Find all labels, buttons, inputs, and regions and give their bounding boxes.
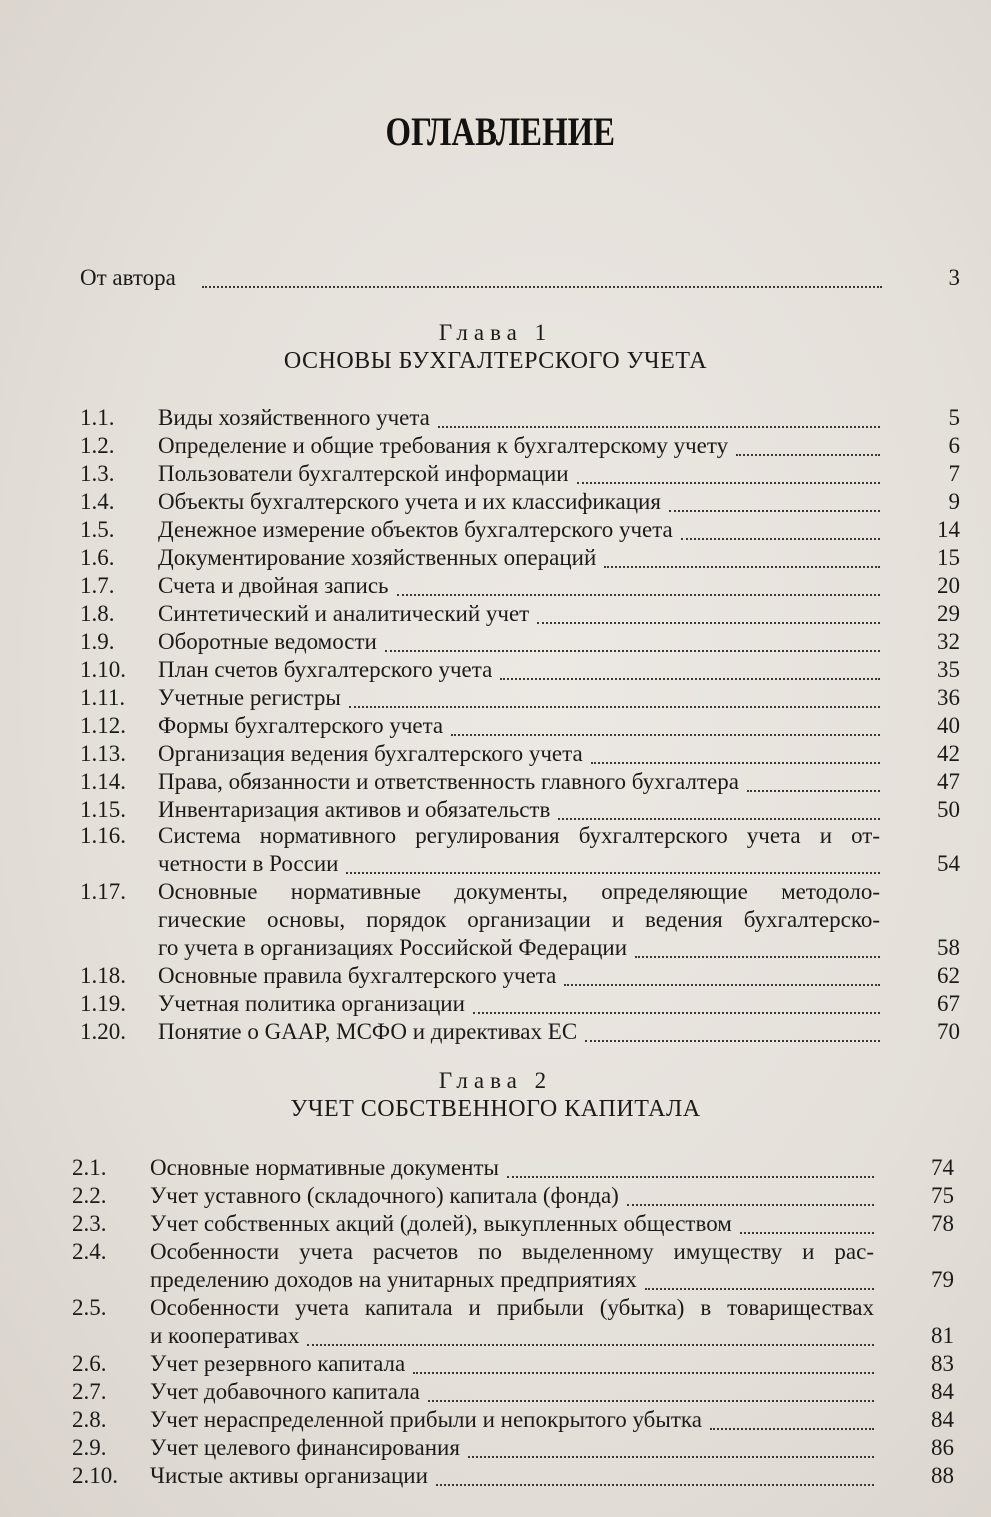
entry-text-line: го учета в организациях Российской Федерации [158, 935, 628, 960]
entry-text-line: Особенности учета расчетов по выделенному имуществу и рас- [150, 1239, 874, 1264]
entry-text: Определение и общие требования к бухгалтерскому учету [158, 433, 729, 458]
page-number: 81 [931, 1323, 954, 1348]
entry-number: 2.1. [72, 1155, 107, 1180]
entry-number: 1.2. [80, 433, 115, 458]
dot-leader [438, 424, 880, 428]
dot-leader [428, 1398, 874, 1402]
dot-leader [451, 732, 880, 736]
page-number: 78 [931, 1211, 954, 1236]
page-number: 70 [937, 1019, 960, 1044]
dot-leader [397, 592, 880, 596]
entry-number: 1.9. [80, 629, 115, 654]
dot-leader [627, 1202, 874, 1206]
entry-text: Денежное измерение объектов бухгалтерского учета [158, 517, 673, 542]
entry-text: Оборотные ведомости [158, 629, 377, 654]
dot-leader [736, 452, 880, 456]
chapter2-label: Глава 2 [438, 1068, 553, 1093]
page-number: 88 [931, 1463, 954, 1488]
entry-text-line: пределению доходов на унитарных предприятиях [150, 1267, 637, 1292]
entry-number: 2.5. [72, 1295, 107, 1320]
entry-text-line: гические основы, порядок организации и ведения бухгалтерско- [158, 907, 880, 932]
dot-leader [473, 1010, 880, 1014]
entry-text: Формы бухгалтерского учета [158, 713, 444, 738]
page-number: 5 [948, 405, 960, 430]
chapter1-label: Глава 1 [438, 320, 553, 345]
entry-number: 2.6. [72, 1351, 107, 1376]
entry-number: 1.8. [80, 601, 115, 626]
chapter2-title: УЧЕТ СОБСТВЕННОГО КАПИТАЛА [290, 1096, 701, 1122]
dot-leader [468, 1454, 874, 1458]
page-number: 84 [931, 1407, 954, 1432]
entry-number: 1.6. [80, 545, 115, 570]
entry-number: 1.12. [80, 713, 126, 738]
entry-text: Учет целевого финансирования [150, 1435, 460, 1460]
entry-number: 2.8. [72, 1407, 107, 1432]
dot-leader [564, 982, 880, 986]
entry-number: 1.20. [80, 1019, 126, 1044]
page-number: 58 [937, 935, 960, 960]
page-number: 32 [937, 629, 960, 654]
dot-leader [346, 870, 880, 874]
entry-text: Учетная политика организации [158, 991, 465, 1016]
dot-leader [747, 788, 880, 792]
entry-text: Счета и двойная запись [158, 573, 389, 598]
entry-number: 2.2. [72, 1183, 107, 1208]
entry-number: 2.10. [72, 1463, 118, 1488]
entry-text: Чистые активы организации [150, 1463, 428, 1488]
entry-number: 1.16. [80, 823, 126, 848]
dot-leader [558, 816, 880, 820]
entry-text: Виды хозяйственного учета [158, 405, 430, 430]
entry-text: Учет добавочного капитала [150, 1379, 420, 1404]
page-number: 79 [931, 1267, 954, 1292]
entry-text: Учет резервного капитала [150, 1351, 406, 1376]
page-number: 40 [937, 713, 960, 738]
page-number: 14 [937, 517, 960, 542]
entry-number: 2.7. [72, 1379, 107, 1404]
entry-text-line: четности в России [158, 851, 339, 876]
dot-leader [645, 1286, 874, 1290]
dot-leader [591, 760, 880, 764]
entry-number: 1.14. [80, 769, 126, 794]
entry-text: Инвентаризация активов и обязательств [158, 797, 551, 822]
entry-text: Права, обязанности и ответственность главного бухгалтера [158, 769, 739, 794]
entry-text-line: Основные нормативные документы, определяющие методоло- [158, 879, 880, 904]
entry-number: 1.19. [80, 991, 126, 1016]
dot-leader [500, 676, 880, 680]
page-number: 7 [948, 461, 960, 486]
page-number: 29 [937, 601, 960, 626]
entry-number: 2.4. [72, 1239, 107, 1264]
entry-number: 1.17. [80, 879, 126, 904]
dot-leader [577, 480, 880, 484]
entry-number: 1.5. [80, 517, 115, 542]
page-number: 84 [931, 1379, 954, 1404]
dot-leader [604, 564, 880, 568]
page-number: 75 [931, 1183, 954, 1208]
entry-text: Пользователи бухгалтерской информации [158, 461, 569, 486]
entry-text: Понятие о GAAP, МСФО и директивах ЕС [158, 1019, 578, 1044]
entry-text: Учет собственных акций (долей), выкупленных обществом [150, 1211, 732, 1236]
entry-number: 1.13. [80, 741, 126, 766]
entry-text: Учет нераспределенной прибыли и непокрытого убытка [150, 1407, 702, 1432]
page-number: 35 [937, 657, 960, 682]
entry-number: 1.18. [80, 963, 126, 988]
page-number: 20 [937, 573, 960, 598]
entry-text: Учетные регистры [158, 685, 341, 710]
toc-entry[interactable] [158, 878, 880, 962]
entry-text-line: Система нормативного регулирования бухгалтерского учета и от- [158, 823, 880, 848]
page-number: 6 [948, 433, 960, 458]
entry-text: Организация ведения бухгалтерского учета [158, 741, 583, 766]
chapter1-title: ОСНОВЫ БУХГАЛТЕРСКОГО УЧЕТА [283, 348, 708, 374]
entry-text: Учет уставного (складочного) капитала (фонда) [150, 1183, 619, 1208]
dot-leader [537, 620, 880, 624]
page-number: 3 [948, 265, 960, 290]
entry-number: 1.4. [80, 489, 115, 514]
page-number: 15 [937, 545, 960, 570]
entry-number: 1.15. [80, 797, 126, 822]
page-number: 74 [931, 1155, 954, 1180]
entry-text: Основные нормативные документы [150, 1155, 499, 1180]
dot-leader [740, 1230, 874, 1234]
dot-leader [669, 508, 880, 512]
entry-number: 1.10. [80, 657, 126, 682]
dot-leader [413, 1370, 874, 1374]
entry-text: План счетов бухгалтерского учета [158, 657, 493, 682]
entry-text: Синтетический и аналитический учет [158, 601, 530, 626]
dot-leader [710, 1426, 874, 1430]
page-number: 54 [937, 851, 960, 876]
page-number: 83 [931, 1351, 954, 1376]
dot-leader [681, 536, 880, 540]
entry-number: 1.1. [80, 405, 115, 430]
page-title: ОГЛАВЛЕНИЕ [385, 109, 615, 154]
entry-number: 1.7. [80, 573, 115, 598]
entry-text: Документирование хозяйственных операций [158, 545, 597, 570]
page-number: 9 [948, 489, 960, 514]
page-number: 67 [937, 991, 960, 1016]
page-number: 47 [937, 769, 960, 794]
entry-number: 2.9. [72, 1435, 107, 1460]
page-number: 62 [937, 963, 960, 988]
dot-leader [307, 1342, 874, 1346]
entry-text-line: Особенности учета капитала и прибыли (убытка) в товариществах [150, 1295, 874, 1320]
entry-number: 1.3. [80, 461, 115, 486]
dot-leader [436, 1482, 874, 1486]
entry-number: 1.11. [80, 685, 126, 710]
entry-text-line: и кооперативах [150, 1323, 300, 1348]
dot-leader [349, 704, 880, 708]
page-number: 50 [937, 797, 960, 822]
entry-text: Объекты бухгалтерского учета и их классификация [158, 489, 661, 514]
dot-leader [507, 1174, 874, 1178]
dot-leader [585, 1038, 880, 1042]
entry-number: 2.3. [72, 1211, 107, 1236]
page-number: 36 [937, 685, 960, 710]
page-number: 42 [937, 741, 960, 766]
dot-leader [202, 284, 882, 288]
entry-text: Основные правила бухгалтерского учета [158, 963, 557, 988]
dot-leader [385, 648, 880, 652]
page-number: 86 [931, 1435, 954, 1460]
entry-text: От автора [80, 265, 176, 290]
toc-entry-preface[interactable] [80, 264, 960, 292]
dot-leader [635, 954, 880, 958]
